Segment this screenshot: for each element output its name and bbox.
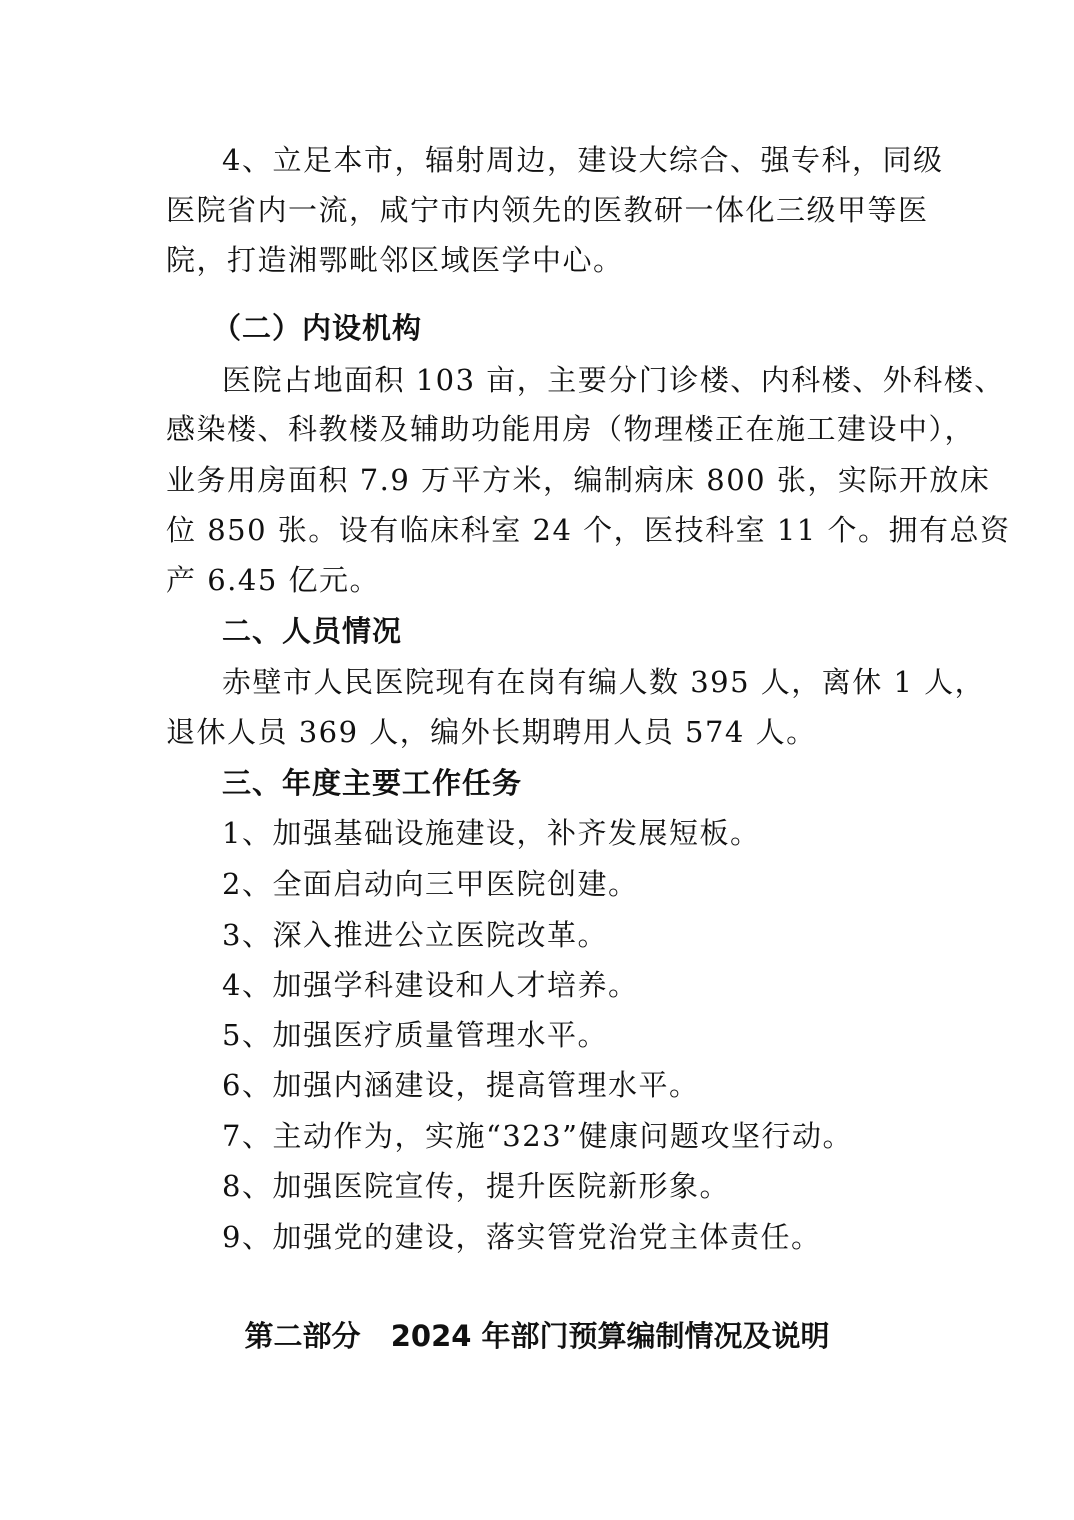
goal-line-3: 院，打造湘鄂毗邻区域医学中心。 [166, 243, 624, 277]
org-heading: （二）内设机构 [212, 311, 423, 345]
task-item-2: 2、全面启动向三甲医院创建。 [222, 867, 639, 901]
task-item-9: 9、加强党的建设，落实管党治党主体责任。 [222, 1220, 822, 1254]
task-item-4: 4、加强学科建设和人才培养。 [222, 968, 639, 1002]
staff-heading: 二、人员情况 [222, 614, 403, 648]
task-item-1: 1、加强基础设施建设，补齐发展短板。 [222, 816, 761, 850]
org-line-2: 感染楼、科教楼及辅助功能用房（物理楼正在施工建设中）， [166, 412, 976, 446]
org-line-1: 医院占地面积 103 亩，主要分门诊楼、内科楼、外科楼、 [222, 363, 1005, 397]
task-item-5: 5、加强医疗质量管理水平。 [222, 1018, 608, 1052]
task-item-7: 7、主动作为，实施“323”健康问题攻坚行动。 [222, 1119, 853, 1153]
staff-line-2: 退休人员 369 人，编外长期聘用人员 574 人。 [166, 715, 817, 749]
org-line-4: 位 850 张。设有临床科室 24 个，医技科室 11 个。拥有总资 [166, 513, 1011, 547]
goal-line-1: 4、立足本市，辐射周边，建设大综合、强专科，同级 [222, 143, 944, 177]
org-line-5: 产 6.45 亿元。 [166, 563, 381, 597]
task-item-6: 6、加强内涵建设，提高管理水平。 [222, 1068, 700, 1102]
org-line-3: 业务用房面积 7.9 万平方米，编制病床 800 张，实际开放床 [166, 463, 991, 497]
goal-line-2: 医院省内一流，咸宁市内领先的医教研一体化三级甲等医 [166, 193, 929, 227]
task-item-3: 3、深入推进公立医院改革。 [222, 918, 608, 952]
staff-line-1: 赤壁市人民医院现有在岗有编人数 395 人，离休 1 人， [222, 665, 986, 699]
task-item-8: 8、加强医院宣传，提升医院新形象。 [222, 1169, 730, 1203]
tasks-heading: 三、年度主要工作任务 [222, 766, 523, 800]
part-two-title: 第二部分 2024 年部门预算编制情况及说明 [244, 1319, 830, 1353]
